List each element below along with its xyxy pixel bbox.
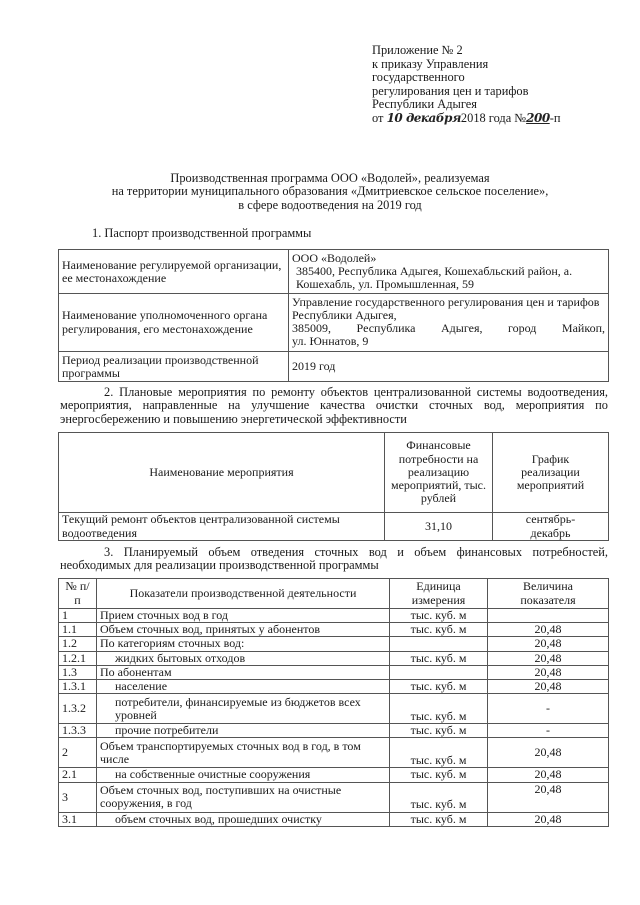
value-line: ООО «Водолей» [292,251,377,265]
table-row [59,812,609,826]
table-row [59,651,609,665]
table-row [59,609,609,623]
row-value: 20,48 [488,782,609,812]
section-3-heading [60,546,608,573]
section-3-heading-text: 3. Планируемый объем отведения сточных вод и объем финансовых потребностей, необходимых для реализации производственной программы [60,545,608,573]
table-row [59,680,609,694]
row-number: 1 [59,609,97,623]
handwritten-order-number: 200 [526,110,550,125]
row-number: 1.3.1 [59,680,97,694]
table-row [59,351,609,381]
appendix-line: к приказу Управления [372,56,489,71]
measure-schedule: сентябрь-декабрь [493,513,609,541]
row-number: 3.1 [59,812,97,826]
column-header: Единица измерения [390,579,488,609]
row-indicator: Прием сточных вод в год [97,609,390,623]
table-row [59,513,609,541]
section-2-heading-text: 2. Плановые мероприятия по ремонту объектов централизованной системы водоотведения, мероприятия, направленные на улучшение качества очистки сточных вод, мероприятия по энергосбережению и повышению энергетической эффективности [60,385,608,426]
row-unit: тыс. куб. м [390,768,488,782]
row-unit: тыс. куб. м [390,680,488,694]
table-row [59,665,609,679]
title-line: на территории муниципального образования «Дмитриевское сельское поселение», [111,184,549,199]
row-number: 2.1 [59,768,97,782]
passport-value [289,250,609,294]
passport-label: Наименование уполномоченного органа регулирования, его местонахождение [59,293,289,351]
date-suffix: 2018 года № [460,110,527,125]
appendix-line: государственного [372,70,465,85]
appendix-date-line [372,112,622,126]
row-value: 20,48 [488,680,609,694]
row-indicator: Объем транспортируемых сточных вод в год, в том числе [97,738,390,768]
row-value: 20,48 [488,637,609,651]
passport-label: Наименование регулируемой организации, ее местонахождение [59,250,289,294]
row-indicator: По абонентам [97,665,390,679]
title-line: в сфере водоотведения на 2019 год [238,197,422,212]
row-value: 20,48 [488,738,609,768]
indicators-table [58,578,609,827]
appendix-line: регулирования цен и тарифов [372,83,529,98]
row-unit: тыс. куб. м [390,609,488,623]
row-number: 1.2 [59,637,97,651]
row-indicator: на собственные очистные сооружения [97,768,390,782]
handwritten-date: 10 декабря [386,110,461,125]
passport-label: Период реализации производственной программы [59,351,289,381]
column-header: № п/п [59,579,97,609]
row-unit: тыс. куб. м [390,724,488,738]
date-prefix: от [372,110,384,125]
measures-table [58,432,609,541]
section-1-heading: 1. Паспорт производственной программы [92,226,312,240]
document-title [60,172,600,212]
row-indicator: прочие потребители [97,724,390,738]
row-indicator: население [97,680,390,694]
row-unit [390,637,488,651]
value-line: ул. Юннатов, 9 [292,334,369,349]
section-2-heading [60,386,608,426]
column-header: Финансовые потребности на реализацию мероприятий, тыс. рублей [385,433,493,513]
row-number: 1.3.2 [59,694,97,724]
row-number: 1.3.3 [59,724,97,738]
table-row [59,694,609,724]
table-row [59,738,609,768]
row-value: 20,48 [488,623,609,637]
row-value: 20,48 [488,812,609,826]
column-header: Величина показателя [488,579,609,609]
row-value [488,609,609,623]
table-row [59,250,609,294]
row-indicator: потребители, финансируемые из бюджетов всех уровней [97,694,390,724]
passport-value [289,293,609,351]
value-line: 385009, Республика Адыгея, город Майкоп, [292,321,605,336]
table-row [59,637,609,651]
measure-cost: 31,10 [385,513,493,541]
table-row [59,782,609,812]
row-value: - [488,694,609,724]
appendix-line: Республики Адыгея [372,97,477,112]
table-header-row [59,579,609,609]
row-indicator: объем сточных вод, прошедших очистку [97,812,390,826]
table-row [59,724,609,738]
table-row [59,768,609,782]
row-unit: тыс. куб. м [390,623,488,637]
passport-table [58,249,609,382]
row-number: 1.1 [59,623,97,637]
row-value: 20,48 [488,651,609,665]
row-unit: тыс. куб. м [390,782,488,812]
measure-name: Текущий ремонт объектов централизованной системы водоотведения [59,513,385,541]
appendix-header [372,44,622,126]
row-indicator: По категориям сточных вод: [97,637,390,651]
table-row [59,623,609,637]
title-line: Производственная программа ООО «Водолей», реализуемая [170,171,490,185]
row-number: 2 [59,738,97,768]
row-number: 3 [59,782,97,812]
row-value: - [488,724,609,738]
value-line: Управление государственного регулирования цен и тарифов Республики Адыгея, [292,294,600,322]
column-header: Наименование мероприятия [59,433,385,513]
row-unit: тыс. куб. м [390,651,488,665]
row-indicator: жидких бытовых отходов [97,651,390,665]
row-value: 20,48 [488,665,609,679]
appendix-line: Приложение № 2 [372,43,463,57]
table-header-row [59,433,609,513]
order-suffix: -п [549,110,561,125]
row-unit: тыс. куб. м [390,738,488,768]
column-header: Показатели производственной деятельности [97,579,390,609]
table-row [59,293,609,351]
row-indicator: Объем сточных вод, принятых у абонентов [97,623,390,637]
row-indicator: Объем сточных вод, поступивших на очистные сооружения, в год [97,782,390,812]
row-number: 1.2.1 [59,651,97,665]
row-number: 1.3 [59,665,97,679]
value-line: 385400, Республика Адыгея, Кошехабльский район, а. Кошехабль, ул. Промышленная, 59 [296,264,573,292]
row-unit: тыс. куб. м [390,812,488,826]
column-header: График реализации мероприятий [493,433,609,513]
value-line: 2019 год [292,359,336,374]
passport-value [289,351,609,381]
row-value: 20,48 [488,768,609,782]
row-unit [390,665,488,679]
row-unit: тыс. куб. м [390,694,488,724]
